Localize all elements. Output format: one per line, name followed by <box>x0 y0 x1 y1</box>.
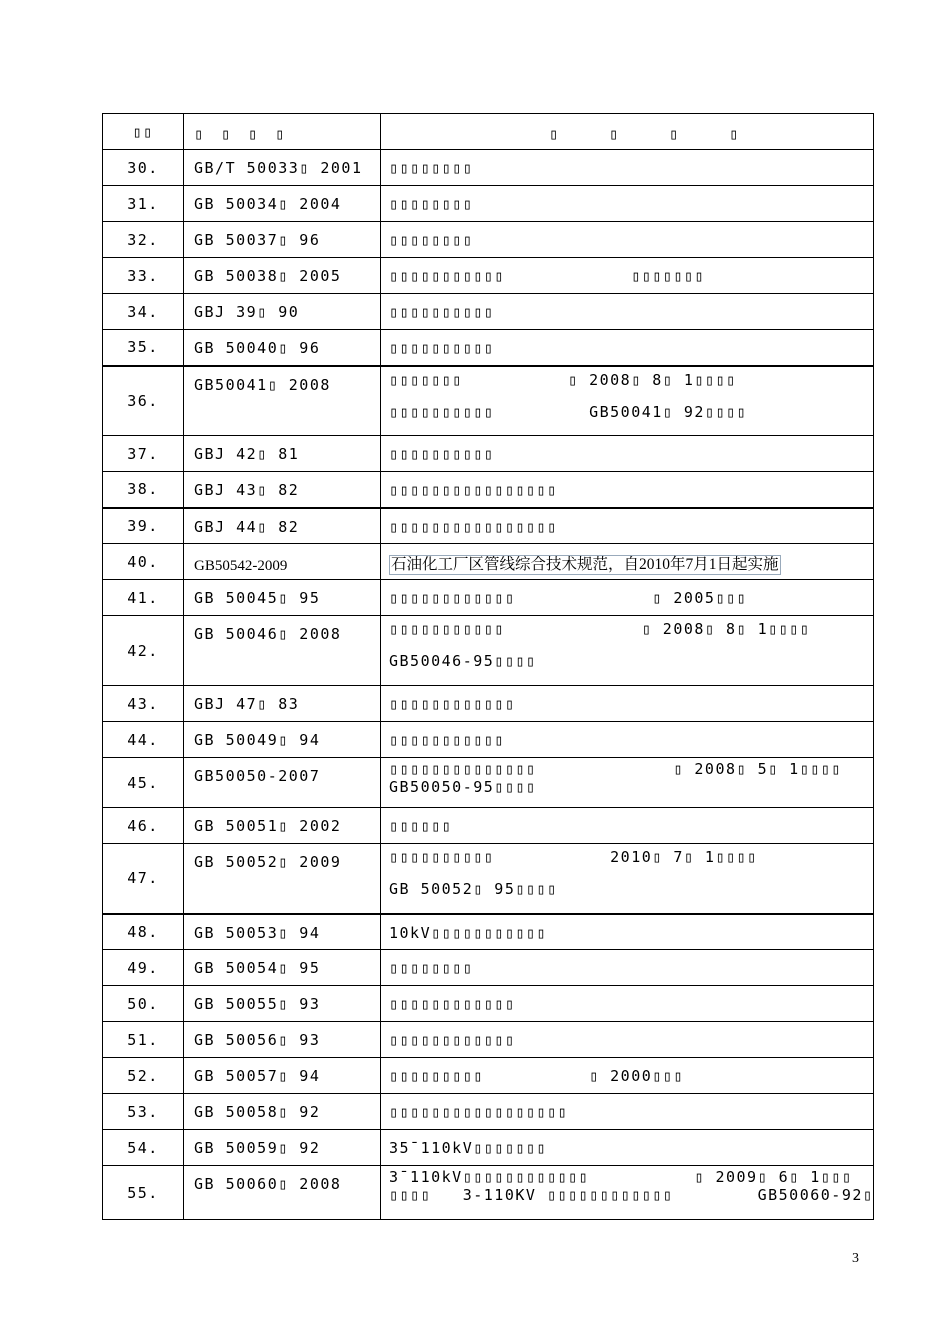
standard-name <box>381 722 874 758</box>
standard-name-line: ▯▯▯▯▯▯▯ ▯ 2008▯ 8▯ 1▯▯▯▯ <box>389 370 737 389</box>
standard-code <box>184 844 381 914</box>
standard-code-text: GB 50054▯ 95 <box>194 959 321 977</box>
table-row <box>103 1058 874 1094</box>
standard-name-line: ▯▯▯▯▯▯▯▯ <box>389 231 474 249</box>
row-number: 43. <box>103 686 184 722</box>
standard-name <box>381 508 874 544</box>
standard-name <box>381 986 874 1022</box>
table-row <box>103 580 874 616</box>
standard-name <box>381 294 874 330</box>
standard-name <box>381 1130 874 1166</box>
table-row <box>103 914 874 950</box>
row-number: 54. <box>103 1130 184 1166</box>
table-row <box>103 722 874 758</box>
table-row <box>103 1094 874 1130</box>
header-no: ▯▯ <box>103 114 184 150</box>
table-row <box>103 1022 874 1058</box>
standard-code <box>184 222 381 258</box>
table-row <box>103 950 874 986</box>
standard-code <box>184 186 381 222</box>
standard-name-line: ▯▯▯▯▯▯▯▯▯▯▯▯▯▯▯▯ <box>389 517 558 536</box>
standard-code <box>184 1130 381 1166</box>
standard-code-text: GB50050-2007 <box>194 767 321 785</box>
standard-code-text: GB 50037▯ 96 <box>194 231 321 249</box>
standard-name-line: GB50050-95▯▯▯▯ <box>389 778 537 796</box>
standard-name-line: ▯▯▯▯▯▯▯▯▯▯ <box>389 303 495 321</box>
standard-name <box>381 436 874 472</box>
standard-code-text: GB 50057▯ 94 <box>194 1067 321 1085</box>
standard-name-line: ▯▯▯▯▯▯▯▯▯▯▯▯ <box>389 1031 516 1049</box>
row-number: 48. <box>103 914 184 950</box>
standard-name-line: ▯▯▯▯▯▯▯▯▯▯▯▯▯▯▯▯ <box>389 481 558 499</box>
row-number: 34. <box>103 294 184 330</box>
standard-name-line: ▯▯▯▯▯▯▯▯▯ ▯ 2000▯▯▯ <box>389 1067 684 1085</box>
table-row <box>103 1130 874 1166</box>
standard-name-line: 10kV▯▯▯▯▯▯▯▯▯▯▯ <box>389 923 547 942</box>
standard-code <box>184 294 381 330</box>
standard-code-text: GBJ 42▯ 81 <box>194 445 300 463</box>
row-number: 47. <box>103 844 184 914</box>
standard-name <box>381 544 874 580</box>
standard-code-text: GB/T 50033▯ 2001 <box>194 159 363 177</box>
row-number: 39. <box>103 508 184 544</box>
standard-code-text: GB50041▯ 2008 <box>194 375 331 394</box>
standard-name-line: ▯▯▯▯▯▯▯▯▯▯▯▯▯▯▯▯▯ <box>389 1103 569 1121</box>
standard-code <box>184 258 381 294</box>
table-row <box>103 222 874 258</box>
standard-name-line: ▯▯▯▯▯▯▯▯ <box>389 195 474 213</box>
table-row <box>103 1166 874 1220</box>
row-number: 37. <box>103 436 184 472</box>
standard-code <box>184 1166 381 1220</box>
row-number: 45. <box>103 758 184 808</box>
standard-name <box>381 808 874 844</box>
standard-name <box>381 222 874 258</box>
row-number: 31. <box>103 186 184 222</box>
standard-code <box>184 436 381 472</box>
standard-code-text: GB 50049▯ 94 <box>194 731 321 749</box>
standard-code <box>184 914 381 950</box>
standard-name-line: ▯▯▯▯▯▯▯▯▯▯▯▯ ▯ 2005▯▯▯ <box>389 589 748 607</box>
standard-code-text: GB 50055▯ 93 <box>194 995 321 1013</box>
standards-table-body <box>103 114 874 1220</box>
standard-code-text: GB 50052▯ 2009 <box>194 853 342 871</box>
standard-name-line: ▯▯▯▯▯▯▯▯▯▯▯ ▯ 2008▯ 8▯ 1▯▯▯▯ <box>389 620 811 638</box>
standard-code <box>184 330 381 366</box>
table-row <box>103 844 874 914</box>
row-number: 44. <box>103 722 184 758</box>
header-code: ▯ ▯ ▯ ▯ <box>184 114 381 150</box>
standard-name <box>381 844 874 914</box>
standard-code <box>184 758 381 808</box>
standard-name-line: ▯▯▯▯▯▯▯▯ <box>389 159 474 177</box>
standard-code-text: GB 50040▯ 96 <box>194 339 321 357</box>
row-number: 36. <box>103 366 184 436</box>
row-number: 42. <box>103 616 184 686</box>
row-number: 51. <box>103 1022 184 1058</box>
standard-name-line: ▯▯▯▯ 3-110KV ▯▯▯▯▯▯▯▯▯▯▯▯ GB50060-92▯ <box>389 1186 874 1204</box>
standard-code <box>184 950 381 986</box>
standard-code <box>184 1058 381 1094</box>
standard-name <box>381 330 874 366</box>
standard-name-line: GB50046-95▯▯▯▯ <box>389 652 537 670</box>
table-row <box>103 508 874 544</box>
standard-code-text: GB 50059▯ 92 <box>194 1139 321 1157</box>
standard-name <box>381 1166 874 1220</box>
table-row <box>103 186 874 222</box>
standard-code <box>184 1022 381 1058</box>
standard-code-text: GBJ 39▯ 90 <box>194 303 300 321</box>
page-number: 3 <box>852 1251 859 1266</box>
table-row <box>103 686 874 722</box>
standard-code <box>184 472 381 508</box>
table-row <box>103 150 874 186</box>
standard-name <box>381 1094 874 1130</box>
standard-name-line: ▯▯▯▯▯▯▯▯▯▯▯▯ <box>389 995 516 1013</box>
standard-name <box>381 950 874 986</box>
standard-code-text: GB 50038▯ 2005 <box>194 267 342 285</box>
standard-name-line: ▯▯▯▯▯▯▯▯▯▯▯▯▯▯ ▯ 2008▯ 5▯ 1▯▯▯▯ <box>389 760 842 778</box>
standard-name-line: ▯▯▯▯▯▯▯▯▯▯ <box>389 445 495 463</box>
table-row <box>103 294 874 330</box>
standard-name-line: ▯▯▯▯▯▯ <box>389 817 453 835</box>
standard-name-line: ▯▯▯▯▯▯▯▯▯▯▯ ▯▯▯▯▯▯▯ <box>389 267 705 285</box>
standard-code-text: GB 50053▯ 94 <box>194 923 321 942</box>
standard-code <box>184 544 381 580</box>
standard-code <box>184 808 381 844</box>
standard-name <box>381 914 874 950</box>
standard-code-text: GB 50046▯ 2008 <box>194 625 342 643</box>
standard-code-text: GBJ 44▯ 82 <box>194 517 300 536</box>
standard-code-text: GB 50051▯ 2002 <box>194 817 342 835</box>
row-number: 49. <box>103 950 184 986</box>
standard-code <box>184 150 381 186</box>
standard-name <box>381 758 874 808</box>
standard-code-text: GB 50056▯ 93 <box>194 1031 321 1049</box>
row-number: 46. <box>103 808 184 844</box>
row-number: 55. <box>103 1166 184 1220</box>
table-row <box>103 616 874 686</box>
row-number: 50. <box>103 986 184 1022</box>
standard-name <box>381 258 874 294</box>
table-row <box>103 258 874 294</box>
table-row <box>103 758 874 808</box>
standard-name-line: 石油化工厂区管线综合技术规范，自2010年7月1日起实施 <box>391 556 779 573</box>
table-row <box>103 544 874 580</box>
standard-code <box>184 686 381 722</box>
standard-code-text: GB 50034▯ 2004 <box>194 195 342 213</box>
row-number: 35. <box>103 330 184 366</box>
standard-code-text: GB 50060▯ 2008 <box>194 1175 342 1193</box>
standard-code <box>184 722 381 758</box>
standard-name <box>381 186 874 222</box>
standard-code <box>184 986 381 1022</box>
row-number: 32. <box>103 222 184 258</box>
standard-code <box>184 508 381 544</box>
standard-name <box>381 616 874 686</box>
row-number: 53. <box>103 1094 184 1130</box>
row-number: 38. <box>103 472 184 508</box>
row-number: 40. <box>103 544 184 580</box>
standard-name <box>381 150 874 186</box>
standard-name-line: ▯▯▯▯▯▯▯▯▯▯ 2010▯ 7▯ 1▯▯▯▯ <box>389 848 758 866</box>
standard-name-line: 3¯110kV▯▯▯▯▯▯▯▯▯▯▯▯ ▯ 2009▯ 6▯ 1▯▯▯ <box>389 1168 853 1186</box>
standard-name <box>381 1022 874 1058</box>
standard-name-line: ▯▯▯▯▯▯▯▯▯▯ GB50041▯ 92▯▯▯▯ <box>389 402 748 421</box>
standard-code <box>184 580 381 616</box>
standard-name-line: ▯▯▯▯▯▯▯▯▯▯ <box>389 339 495 357</box>
header-name: ▯ ▯ ▯ ▯ <box>381 114 874 150</box>
table-row <box>103 986 874 1022</box>
standard-code-text: GB 50045▯ 95 <box>194 589 321 607</box>
standard-code <box>184 616 381 686</box>
standard-name-line: ▯▯▯▯▯▯▯▯▯▯▯▯ <box>389 695 516 713</box>
row-number: 41. <box>103 580 184 616</box>
standard-name <box>381 580 874 616</box>
standard-name-line: ▯▯▯▯▯▯▯▯▯▯▯ <box>389 731 505 749</box>
standard-name <box>381 686 874 722</box>
table-row <box>103 330 874 366</box>
standard-name <box>381 1058 874 1094</box>
standard-code <box>184 1094 381 1130</box>
standard-code-text: GB50542-2009 <box>194 558 288 574</box>
table-row <box>103 808 874 844</box>
standard-code-text: GB 50058▯ 92 <box>194 1103 321 1121</box>
row-number: 33. <box>103 258 184 294</box>
standards-table <box>102 113 874 1220</box>
table-header-row <box>103 114 874 150</box>
row-number: 30. <box>103 150 184 186</box>
standard-name <box>381 366 874 436</box>
table-row <box>103 472 874 508</box>
row-number: 52. <box>103 1058 184 1094</box>
table-row <box>103 436 874 472</box>
standard-name-line: ▯▯▯▯▯▯▯▯ <box>389 959 474 977</box>
standard-code <box>184 366 381 436</box>
standard-name <box>381 472 874 508</box>
standard-code-text: GBJ 43▯ 82 <box>194 481 300 499</box>
standard-name-line: GB 50052▯ 95▯▯▯▯ <box>389 880 558 898</box>
table-row <box>103 366 874 436</box>
standard-name-line: 35¯110kV▯▯▯▯▯▯▯ <box>389 1139 547 1157</box>
standard-code-text: GBJ 47▯ 83 <box>194 695 300 713</box>
